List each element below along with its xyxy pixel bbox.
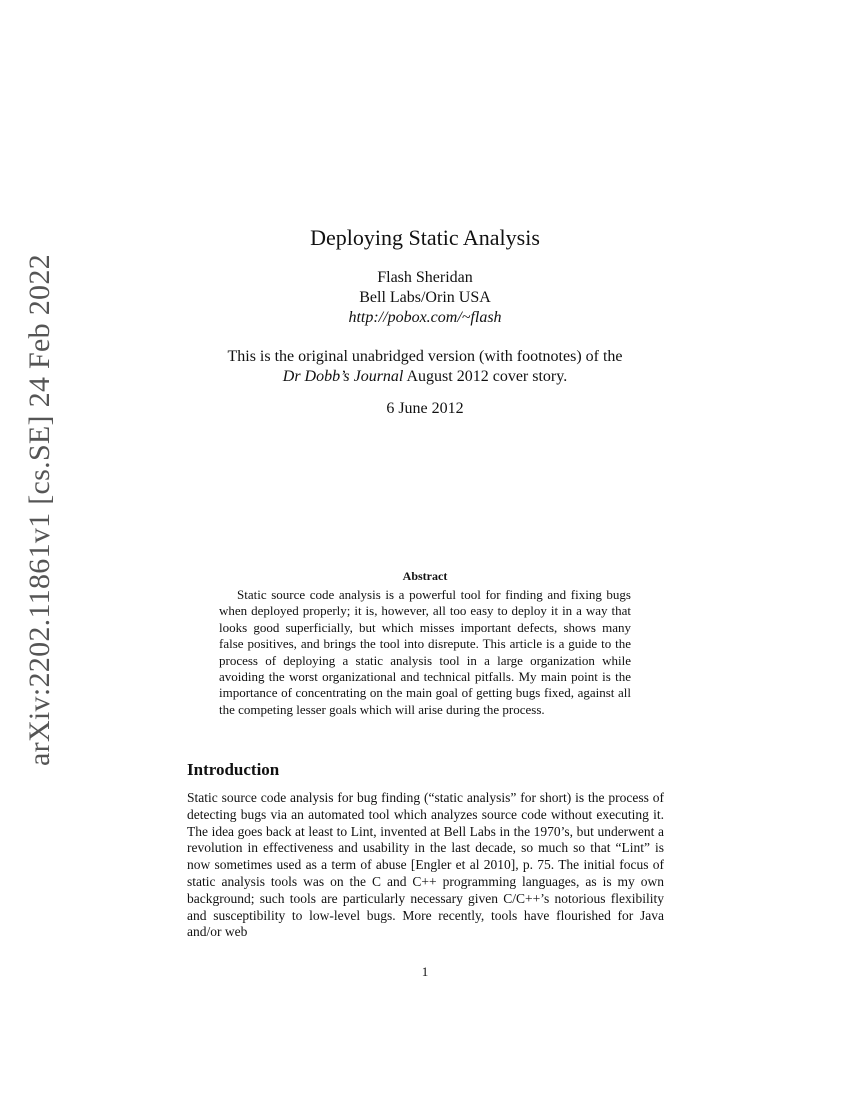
author-affiliation: Bell Labs/Orin USA bbox=[359, 289, 491, 306]
page-number: 1 bbox=[421, 964, 429, 979]
journal-name: Dr Dobb’s Journal bbox=[282, 368, 404, 385]
author-url: http://pobox.com/~flash bbox=[348, 309, 502, 326]
author-block bbox=[0, 268, 850, 328]
abstract-heading: Abstract bbox=[402, 569, 448, 583]
publication-note-line-1: This is the original unabridged version (with footnotes) of the bbox=[227, 348, 623, 365]
paper-date: 6 June 2012 bbox=[386, 400, 464, 417]
publication-note bbox=[0, 347, 850, 387]
arxiv-identifier-text: arXiv:2202.11861v1 [cs.SE] 24 Feb 2022 bbox=[23, 254, 56, 766]
introduction-heading: Introduction bbox=[187, 760, 280, 779]
publication-note-rest: August 2012 cover story. bbox=[403, 368, 568, 385]
author-name: Flash Sheridan bbox=[377, 269, 473, 286]
publication-note-line-2 bbox=[0, 367, 850, 387]
abstract-text: Static source code analysis is a powerful tool for finding and fixing bugs when deployed properly; it is, however, all too easy to deploy it in a way that looks good superficially, but which misses important defects, shows many false positives, and brings the tool into disrepute. This article is a guide to the process of deploying a static analysis tool in a large organization while avoiding the worst organizational and technical pitfalls. My main point is the importance of concentrating on the main goal of getting bugs fixed, against all the competing lesser goals which will arise during the process. bbox=[219, 587, 631, 717]
paper-title: Deploying Static Analysis bbox=[310, 225, 540, 250]
introduction-text: Static source code analysis for bug finding (“static analysis” for short) is the process of detecting bugs via an automated tool which analyzes source code without executing it. The idea goes back at least to Lint, invented at Bell Labs in the 1970’s, but underwent a revolution in effectiveness and usability in the last decade, so much so that “Lint” is now sometimes used as a term of abuse [Engler et al 2010], p. 75. The initial focus of static analysis tools was on the C and C++ programming languages, as is my own background; such tools are particularly necessary given C/C++’s notorious flexibility and susceptibility to low-level bugs. More recently, tools have flourished for Java and/or web bbox=[187, 790, 664, 940]
